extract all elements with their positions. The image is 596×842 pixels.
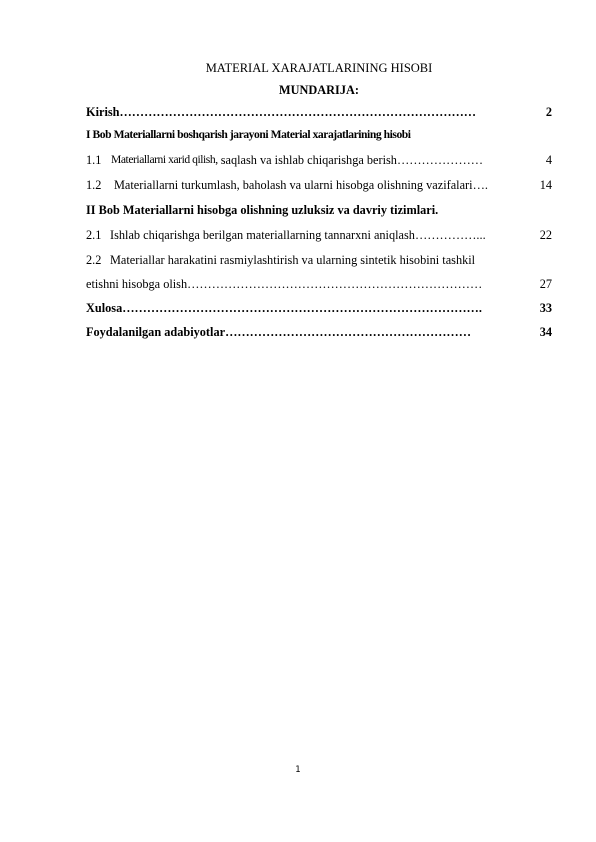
toc-entry-label: Xulosa xyxy=(86,301,123,315)
toc-page-number: 33 xyxy=(539,301,552,315)
toc-leader-dots: …………………………………………………………………………… xyxy=(119,105,477,119)
toc-entry-2-1 xyxy=(86,227,552,243)
toc-entry-number: 2.2 xyxy=(86,253,102,267)
toc-entry-label: Ishlab chiqarishga berilgan materiallarning tannarxni aniqlash xyxy=(110,228,415,242)
toc-leader-dots: ……………... xyxy=(414,228,486,242)
toc-chapter-2: II Bob Materiallarni hisobga olishning uzluksiz va davriy tizimlari. xyxy=(86,203,439,217)
toc-entry-label: Materiallarni turkumlash, baholash va ularni hisobga olishning vazifalari xyxy=(114,178,473,192)
toc-page-number: 34 xyxy=(539,325,552,339)
toc-entry-1-2 xyxy=(86,177,552,193)
toc-page-number: 2 xyxy=(545,105,552,119)
page-number: 1 xyxy=(295,765,301,775)
toc-entry-references xyxy=(86,324,552,340)
toc-entry-2-2-continued xyxy=(86,276,552,292)
toc-entry-number: 1.1 xyxy=(86,153,102,167)
toc-entry-label-continued: etishni hisobga olish xyxy=(86,277,188,291)
toc-leader-dots: ……………………………………………………………………………. xyxy=(122,301,482,315)
toc-page-number: 4 xyxy=(545,153,552,167)
toc-entry-label-rest: saqlash va ishlab chiqarishga berish xyxy=(217,153,397,167)
contents-heading: MUNDARIJA: xyxy=(279,83,359,97)
toc-entry-label: Kirish xyxy=(86,105,120,119)
toc-entry-number: 1.2 xyxy=(86,178,102,192)
toc-entry-intro xyxy=(86,104,552,120)
document-title: MATERIAL XARAJATLARINING HISOBI xyxy=(205,61,433,75)
toc-entry-label: Materiallar harakatini rasmiylashtirish va ularning sintetik hisobini tashkil xyxy=(110,253,476,267)
toc-entry-label: Materiallarni xarid qilish, xyxy=(111,153,218,166)
toc-entry-number: 2.1 xyxy=(86,228,102,242)
toc-leader-dots: ……………………………………………………………… xyxy=(187,277,483,291)
toc-leader-dots: …. xyxy=(472,178,488,192)
toc-entry-conclusion xyxy=(86,300,552,316)
toc-entry-2-2 xyxy=(86,252,552,268)
toc-chapter-1: I Bob Materiallarni boshqarish jarayoni Material xarajatlarining hisobi xyxy=(86,128,411,141)
toc-page-number: 22 xyxy=(539,228,552,242)
toc-page-number: 14 xyxy=(539,178,552,192)
toc-page-number: 27 xyxy=(539,277,552,291)
toc-leader-dots: …………………………………………………… xyxy=(225,325,471,339)
toc-entry-label: Foydalanilgan adabiyotlar xyxy=(86,325,226,339)
toc-leader-dots: ………………… xyxy=(396,153,484,167)
toc-entry-1-1 xyxy=(86,152,552,168)
